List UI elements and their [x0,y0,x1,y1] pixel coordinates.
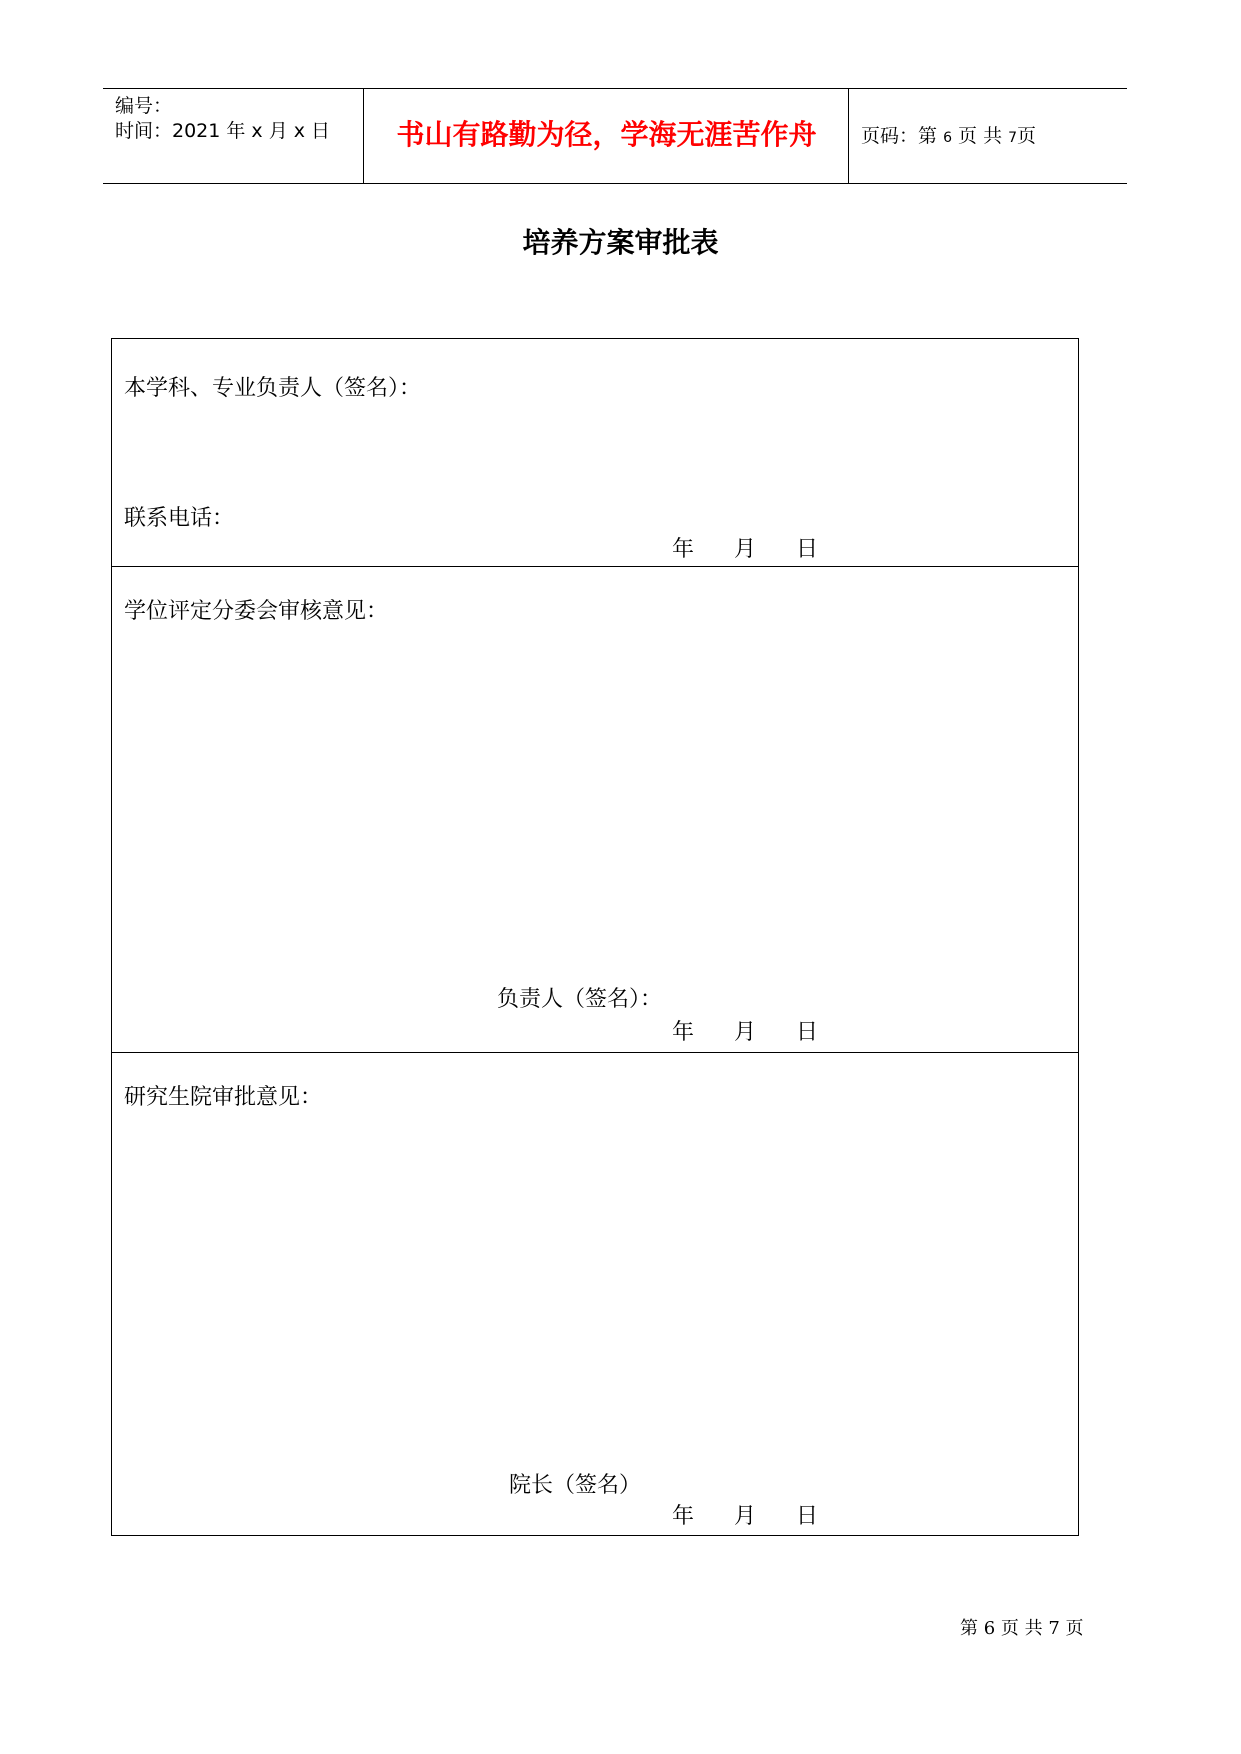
page-mid: 页 共 [958,125,1003,147]
phone-label: 联系电话： [124,506,235,531]
page-current: 6 [943,130,952,146]
header-page-info [861,124,1036,150]
header-divider [848,89,849,183]
form-section-committee [112,567,1078,1053]
committee-opinion-label: 学位评定分委会审核意见： [124,599,389,624]
committee-signer-label: 负责人（签名）： [497,987,663,1012]
document-number-label: 编号： [115,95,173,117]
year-label: 年 [672,1504,695,1529]
header-motto: 书山有路勤为径，学海无涯苦作舟 [396,118,817,151]
header-divider [363,89,364,183]
form-section-leader [112,339,1078,567]
day-label: 日 [796,1020,819,1045]
month-label: 月 [734,537,757,562]
date-line [672,1018,818,1048]
graduate-school-opinion-label: 研究生院审批意见： [124,1085,323,1110]
page-title: 培养方案审批表 [522,226,719,259]
date-line [672,535,818,565]
form-section-graduate-school [112,1053,1078,1535]
day-label: 日 [796,537,819,562]
leader-signature-label: 本学科、专业负责人（签名）： [124,376,422,401]
footer-page-number: 第 6 页 共 7 页 [960,1618,1084,1639]
year-label: 年 [672,537,695,562]
year-label: 年 [672,1020,695,1045]
page-prefix: 页码：第 [861,125,938,147]
document-header [103,88,1127,184]
day-label: 日 [796,1504,819,1529]
dean-signer-label: 院长（签名） [509,1473,642,1498]
page-total: 7 [1008,130,1018,146]
month-label: 月 [734,1504,757,1529]
month-label: 月 [734,1020,757,1045]
date-line [672,1502,818,1532]
approval-form [111,338,1079,1536]
page-suffix: 页 [1017,125,1037,147]
document-time-label: 时间：2021 年 x 月 x 日 [115,120,331,142]
